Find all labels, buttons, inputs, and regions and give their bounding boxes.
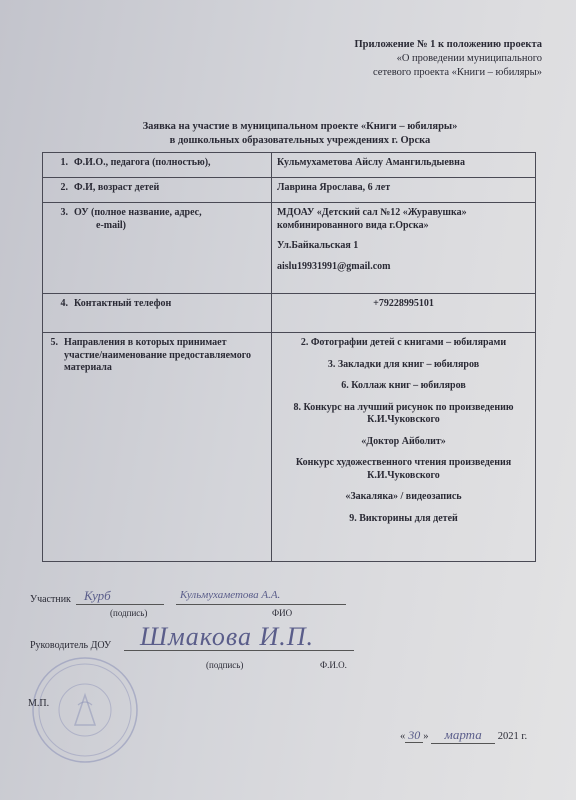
directions-cell — [272, 333, 536, 562]
row-label-cell — [43, 203, 272, 294]
title-line-1: Заявка на участие в муниципальном проекте «Книги – юбиляры» — [142, 121, 458, 132]
annex-line-3: сетевого проекта «Книги – юбиляры» — [373, 67, 542, 78]
table-row — [43, 178, 536, 203]
row-value-cell — [272, 203, 536, 294]
direction-item: «Закаляка» / видеозапись — [345, 491, 462, 502]
row-label: Ф.И, возраст детей — [74, 182, 160, 193]
application-table — [42, 152, 536, 562]
institution-email: aislu19931991@gmail.com — [277, 260, 391, 272]
row-label-cell — [43, 178, 272, 203]
participant-handwritten-name: Кульмухаметова А.А. — [180, 589, 281, 601]
document-title — [80, 120, 520, 148]
head-signature-caption: (подпись) — [206, 660, 244, 670]
row-label-cell — [43, 153, 272, 178]
annex-line-2: «О проведении муниципального — [396, 53, 542, 64]
direction-item: 2. Фотографии детей с книгами – юбилярами — [300, 337, 507, 348]
date-day: 30 — [405, 728, 423, 743]
row-label: Ф.И.О., педагога (полностью), — [74, 157, 211, 168]
date-month: марта — [431, 727, 495, 744]
head-label: Руководитель ДОУ — [30, 640, 112, 651]
row-value: Лаврина Ярослава, 6 лет — [272, 178, 536, 203]
row-number: 4. — [60, 298, 68, 309]
direction-item: 9. Викторины для детей — [349, 512, 458, 524]
row-number: 3. — [60, 207, 68, 218]
direction-item: 6. Коллаж книг – юбиляров — [341, 380, 466, 391]
row-label: Направления в которых принимает участие/наименование предоставляемого материала — [64, 337, 252, 373]
institution-name: МДОАУ «Детский сал №12 «Журавушка» комбинированного вида г.Орска» — [277, 207, 467, 231]
stamp-place-label: М.П. — [28, 698, 50, 709]
table-row — [43, 294, 536, 333]
participant-signature-line — [76, 604, 164, 605]
direction-item: «Доктор Айболит» — [361, 435, 446, 447]
direction-item: Конкурс художественного чтения произведения К.И.Чуковского — [295, 457, 512, 481]
participant-name-line — [176, 604, 346, 605]
head-handwritten-signature: Шмакова И.П. — [140, 622, 315, 651]
row-number: 2. — [60, 182, 68, 193]
date-year: 2021 г. — [497, 731, 528, 742]
annex-line-1: Приложение № 1 к положению проекта — [354, 39, 542, 50]
annex-header — [355, 38, 543, 80]
row-label-cell — [43, 294, 272, 333]
row-number: 1. — [60, 157, 68, 168]
direction-item: 8. Конкурс на лучший рисунок по произведению К.И.Чуковского — [293, 401, 514, 425]
row-label: Контактный телефон — [74, 298, 172, 309]
date-close-quote: » — [423, 731, 429, 742]
row-label: ОУ (полное название, адрес, — [74, 207, 202, 218]
signature-caption: (подпись) — [110, 608, 148, 618]
table-row — [43, 333, 536, 562]
table-row — [43, 203, 536, 294]
title-line-2: в дошкольных образовательных учреждениях г. Орска — [169, 135, 431, 146]
fio-caption: ФИО — [272, 608, 293, 618]
institution-address: Ул.Байкальская 1 — [277, 240, 359, 251]
row-value: Кульмухаметова Айслу Амангильдыевна — [272, 153, 536, 178]
date-line — [400, 727, 527, 744]
official-stamp-icon — [30, 655, 140, 765]
row-value: +79228995101 — [272, 294, 536, 333]
row-label-continued: e-mail) — [96, 219, 126, 231]
head-fio-caption: Ф.И.О. — [320, 660, 347, 670]
row-number: 5. — [50, 337, 59, 348]
participant-label: Участник — [30, 594, 71, 605]
row-label-cell — [43, 333, 272, 562]
participant-handwritten-signature: Курб — [84, 588, 111, 603]
table-row — [43, 153, 536, 178]
date-open-quote: « — [400, 731, 406, 742]
direction-item: 3. Закладки для книг – юбиляров — [327, 358, 480, 370]
